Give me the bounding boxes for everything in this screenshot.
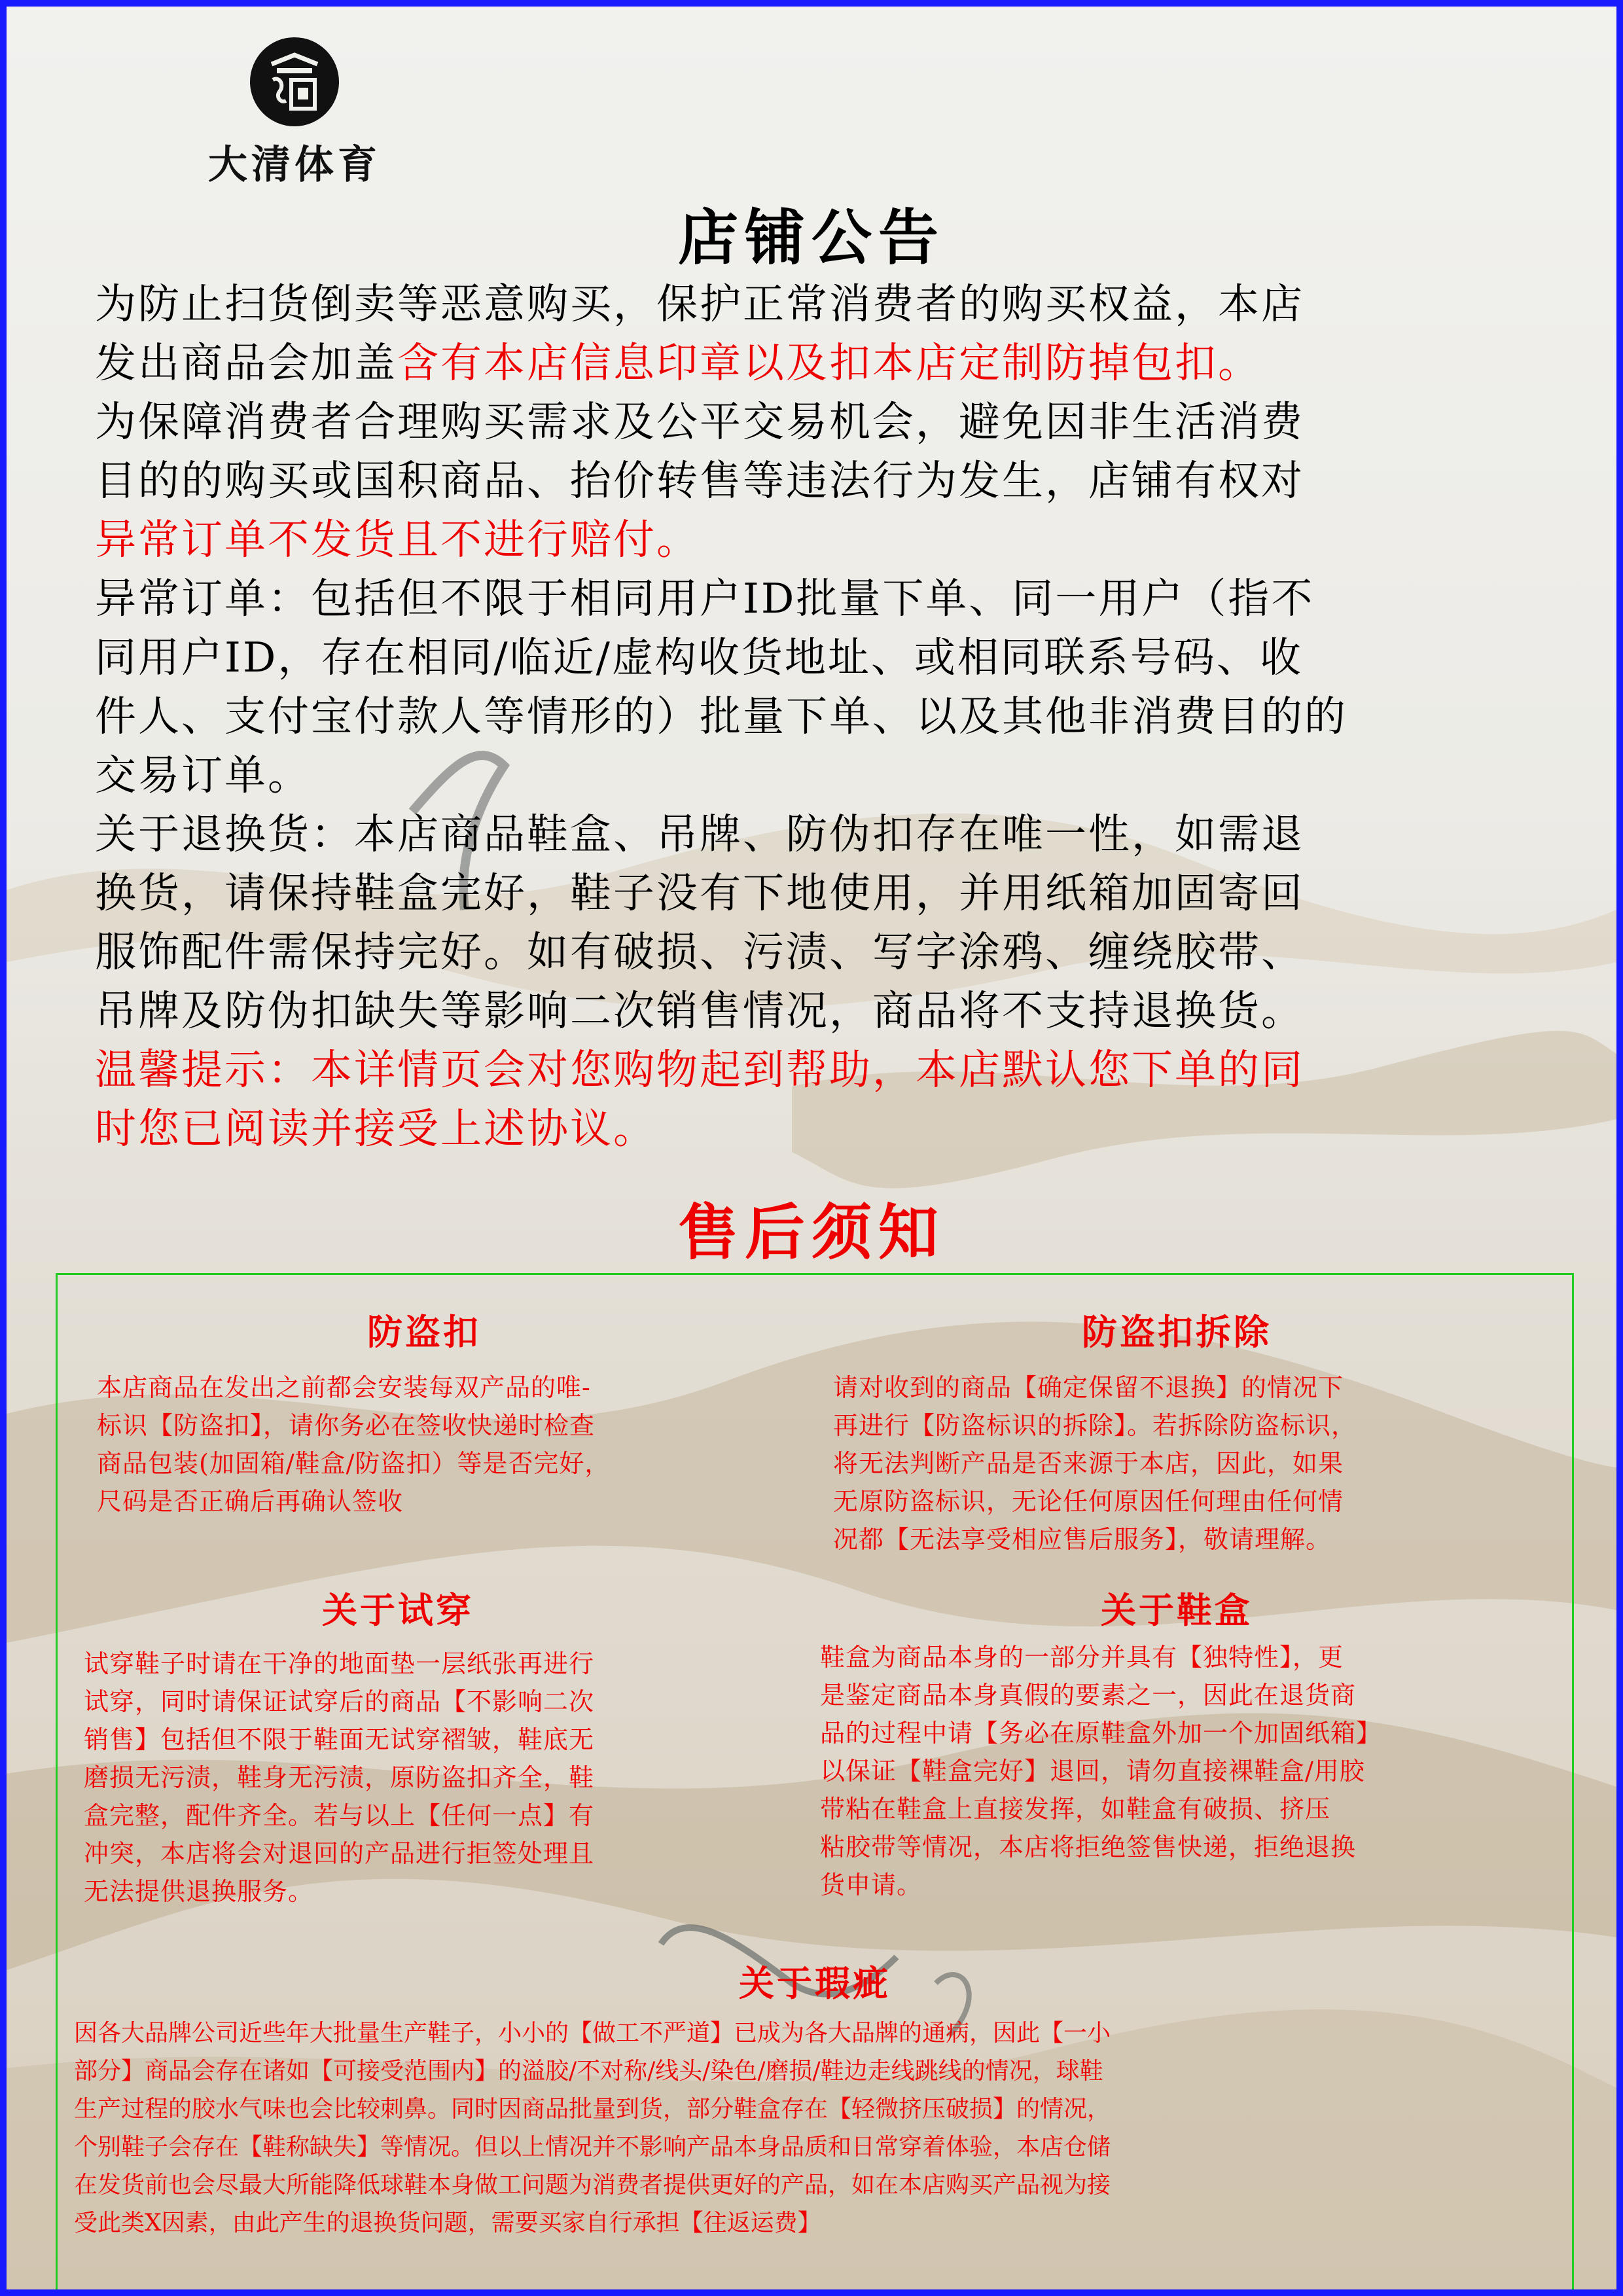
notice-title: 店铺公告 — [677, 202, 945, 273]
section-line: 是鉴定商品本身真假的要素之一，因此在退货商 — [820, 1681, 1357, 1710]
notice-highlight: 温馨提示：本详情页会对您购物起到帮助，本店默认您下单的同 — [95, 1046, 1304, 1094]
section-line: 鞋盒为商品本身的一部分并具有【独特性】，更 — [820, 1643, 1344, 1672]
section-line: 无原防盗标识，无论任何原因任何理由任何情 — [833, 1487, 1344, 1516]
notice-text: 发出商品会加盖 — [95, 339, 397, 387]
notice-line — [95, 805, 1561, 864]
section-body-tag-removal — [833, 1369, 1560, 1558]
section-title-try-on: 关于试穿 — [322, 1589, 474, 1631]
section-line: 带粘在鞋盒上直接发挥，如鞋盒有破损、挤压 — [820, 1795, 1331, 1823]
logo-text: 大清体育 — [208, 142, 381, 188]
section-line: 况都【无法享受相应售后服务】，敬请理解。 — [833, 1525, 1332, 1554]
section-line: 磨损无污渍，鞋身无污渍，原防盗扣齐全，鞋 — [84, 1763, 595, 1792]
notice-text: 件人、支付宝付款人等情形的）批量下单、以及其他非消费目的的 — [95, 692, 1347, 740]
section-line: 试穿，同时请保证试穿后的商品【不影响二次 — [84, 1687, 595, 1716]
notice-text: 同用户ID，存在相同/临近/虚构收货地址、或相同联系号码、收 — [95, 634, 1303, 681]
notice-line — [95, 275, 1561, 334]
section-line: 生产过程的胶水气味也会比较刺鼻。同时因商品批量到货，部分鞋盒存在【轻微挤压破损】的情况， — [74, 2096, 1111, 2123]
notice-highlight: 异常订单不发货且不进行赔付。 — [95, 516, 700, 564]
section-line: 粘胶带等情况，本店将拒绝签售快递，拒绝退换 — [820, 1833, 1357, 1861]
section-line: 再进行【防盗标识的拆除】。若拆除防盗标识， — [833, 1411, 1357, 1440]
notice-line — [95, 511, 1561, 569]
section-line: 部分】商品会存在诸如【可接受范围内】的溢胶/不对称/线头/染色/磨损/鞋边走线跳线的情况，球鞋 — [74, 2058, 1103, 2085]
notice-text: 为防止扫货倒卖等恶意购买，保护正常消费者的购买权益，本店 — [95, 280, 1304, 328]
aftersale-title: 售后须知 — [677, 1197, 945, 1268]
notice-text: 异常订单：包括但不限于相同用户ID批量下单、同一用户（指不 — [95, 575, 1315, 622]
section-line: 品的过程中请【务必在原鞋盒外加一个加固纸箱】 — [820, 1719, 1382, 1748]
notice-text: 目的的购买或国积商品、抬价转售等违法行为发生，店铺有权对 — [95, 457, 1304, 505]
section-body-defects — [74, 2015, 1566, 2242]
notice-text: 关于退换货：本店商品鞋盒、吊牌、防伪扣存在唯一性，如需退 — [95, 810, 1304, 858]
section-line: 因各大品牌公司近些年大批量生产鞋子，小小的【做工不严道】已成为各大品牌的通病，因此【一小 — [74, 2020, 1111, 2047]
section-line: 个别鞋子会存在【鞋称缺失】等情况。但以上情况并不影响产品本身品质和日常穿着体验，本店仓储 — [74, 2134, 1111, 2161]
section-title-anti-theft-tag: 防盗扣 — [367, 1311, 481, 1353]
notice-line — [95, 1041, 1561, 1100]
notice-line — [95, 1100, 1561, 1158]
section-line: 销售】包括但不限于鞋面无试穿褶皱，鞋底无 — [84, 1725, 595, 1754]
section-title-defects: 关于瑕疵 — [739, 1962, 891, 2004]
section-line: 商品包装(加固箱/鞋盒/防盗扣）等是否完好， — [97, 1449, 611, 1478]
section-line: 无法提供退换服务。 — [84, 1877, 314, 1906]
section-line: 本店商品在发出之前都会安装每双产品的唯- — [97, 1373, 591, 1402]
logo-emblem-icon — [245, 33, 344, 131]
notice-highlight: 时您已阅读并接受上述协议。 — [95, 1105, 656, 1153]
notice-line — [95, 628, 1561, 687]
section-title-tag-removal: 防盗扣拆除 — [1082, 1311, 1272, 1353]
section-body-anti-theft-tag — [97, 1369, 791, 1520]
logo — [190, 33, 399, 196]
notice-line — [95, 569, 1561, 628]
section-line: 盒完整，配件齐全。若与以上【任何一点】有 — [84, 1801, 595, 1830]
notice-line — [95, 923, 1561, 982]
notice-text: 换货，请保持鞋盒完好，鞋子没有下地使用，并用纸箱加固寄回 — [95, 869, 1304, 917]
section-line: 冲突，本店将会对退回的产品进行拒签处理且 — [84, 1839, 595, 1868]
notice-line — [95, 334, 1561, 393]
section-line: 货申请。 — [820, 1871, 923, 1899]
section-body-shoebox — [820, 1638, 1566, 1904]
notice-text: 服饰配件需保持完好。如有破损、污渍、写字涂鸦、缠绕胶带、 — [95, 928, 1304, 976]
notice-line — [95, 864, 1561, 923]
section-line: 在发货前也会尽最大所能降低球鞋本身做工问题为消费者提供更好的产品，如在本店购买产品视为接 — [74, 2172, 1111, 2198]
notice-text: 为保障消费者合理购买需求及公平交易机会，避免因非生活消费 — [95, 398, 1304, 446]
section-title-shoebox: 关于鞋盒 — [1101, 1589, 1253, 1631]
notice-line — [95, 746, 1561, 805]
notice-body — [95, 275, 1561, 1158]
notice-text: 吊牌及防伪扣缺失等影响二次销售情况，商品将不支持退换货。 — [95, 987, 1304, 1035]
section-line: 将无法判断产品是否来源于本店，因此，如果 — [833, 1449, 1344, 1478]
notice-line — [95, 982, 1561, 1041]
notice-line — [95, 452, 1561, 511]
notice-line — [95, 393, 1561, 452]
section-body-try-on — [84, 1645, 804, 1910]
aftersale-box — [56, 1273, 1574, 2294]
section-line: 受此类X因素，由此产生的退换货问题，需要买家自行承担【往返运费】 — [74, 2210, 821, 2236]
section-line: 标识【防盗扣】，请你务必在签收快递时检查 — [97, 1411, 596, 1440]
notice-line — [95, 687, 1561, 746]
section-line: 以保证【鞋盒完好】退回，请勿直接裸鞋盒/用胶 — [820, 1757, 1365, 1785]
section-line: 请对收到的商品【确定保留不退换】的情况下 — [833, 1373, 1344, 1402]
notice-text: 交易订单。 — [95, 751, 311, 799]
notice-highlight: 含有本店信息印章以及扣本店定制防掉包扣。 — [397, 339, 1261, 387]
section-line: 试穿鞋子时请在干净的地面垫一层纸张再进行 — [84, 1649, 595, 1678]
section-line: 尺码是否正确后再确认签收 — [97, 1487, 404, 1516]
